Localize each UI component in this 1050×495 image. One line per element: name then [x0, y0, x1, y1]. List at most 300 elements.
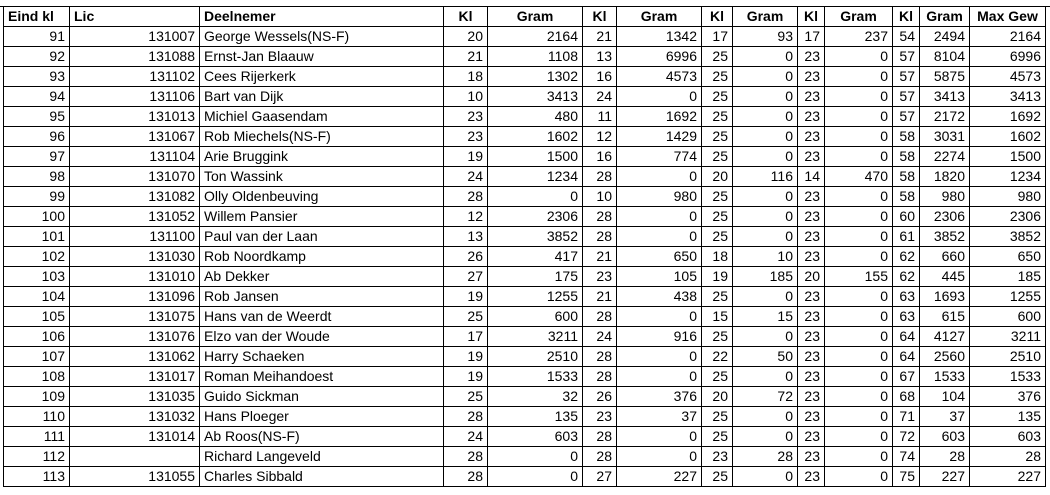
- cell-kl-2: 28: [583, 367, 617, 387]
- cell-max-gew: 3413: [970, 87, 1046, 107]
- table-row: [4, 47, 1046, 67]
- cell-gram-2: 227: [617, 467, 702, 487]
- cell-kl-2: 26: [583, 387, 617, 407]
- cell-gram-3: 0: [733, 47, 798, 67]
- cell-max-gew: 4573: [970, 67, 1046, 87]
- cell-gram-total: 660: [920, 247, 970, 267]
- cell-kl-3: 25: [702, 467, 733, 487]
- cell-gram-total: 2306: [920, 207, 970, 227]
- cell-gram-total: 980: [920, 187, 970, 207]
- cell-deelnemer: Hans Ploeger: [200, 407, 444, 427]
- cell-kl-4: 17: [798, 27, 825, 47]
- cell-kl-total: 57: [893, 107, 920, 127]
- cell-lic: 131102: [70, 67, 200, 87]
- cell-kl-2: 28: [583, 167, 617, 187]
- cell-lic: 131013: [70, 107, 200, 127]
- cell-deelnemer: Ab Dekker: [200, 267, 444, 287]
- cell-max-gew: 1500: [970, 147, 1046, 167]
- cell-gram-1: 603: [488, 427, 583, 447]
- cell-kl-1: 19: [444, 347, 488, 367]
- cell-kl-2: 16: [583, 147, 617, 167]
- cell-gram-1: 2164: [488, 27, 583, 47]
- cell-gram-4: 0: [825, 467, 893, 487]
- table-row: [4, 187, 1046, 207]
- cell-gram-4: 0: [825, 107, 893, 127]
- cell-kl-2: 28: [583, 347, 617, 367]
- cell-kl-1: 20: [444, 27, 488, 47]
- cell-gram-3: 116: [733, 167, 798, 187]
- cell-kl-total: 71: [893, 407, 920, 427]
- cell-gram-4: 0: [825, 407, 893, 427]
- cell-kl-2: 11: [583, 107, 617, 127]
- cell-gram-1: 3413: [488, 87, 583, 107]
- cell-kl-total: 61: [893, 227, 920, 247]
- cell-gram-total: 8104: [920, 47, 970, 67]
- cell-kl-3: 25: [702, 67, 733, 87]
- cell-kl-4: 23: [798, 307, 825, 327]
- header-gram-3: Gram: [733, 7, 798, 27]
- cell-deelnemer: Ton Wassink: [200, 167, 444, 187]
- cell-eind-kl: 103: [4, 267, 70, 287]
- cell-gram-total: 1533: [920, 367, 970, 387]
- cell-kl-4: 23: [798, 407, 825, 427]
- cell-deelnemer: Olly Oldenbeuving: [200, 187, 444, 207]
- header-max-gew: Max Gew: [970, 7, 1046, 27]
- cell-gram-2: 916: [617, 327, 702, 347]
- cell-max-gew: 135: [970, 407, 1046, 427]
- table-row: [4, 27, 1046, 47]
- cell-gram-3: 10: [733, 247, 798, 267]
- cell-kl-2: 28: [583, 427, 617, 447]
- header-deelnemer: Deelnemer: [200, 7, 444, 27]
- cell-kl-total: 62: [893, 267, 920, 287]
- table-row: [4, 147, 1046, 167]
- cell-kl-4: 23: [798, 447, 825, 467]
- cell-kl-3: 25: [702, 427, 733, 447]
- cell-kl-3: 17: [702, 27, 733, 47]
- cell-kl-4: 23: [798, 107, 825, 127]
- cell-gram-2: 980: [617, 187, 702, 207]
- cell-gram-3: 0: [733, 467, 798, 487]
- cell-eind-kl: 110: [4, 407, 70, 427]
- header-kl-3: Kl: [702, 7, 733, 27]
- cell-kl-2: 23: [583, 407, 617, 427]
- cell-lic: 131104: [70, 147, 200, 167]
- cell-lic: 131100: [70, 227, 200, 247]
- cell-lic: 131052: [70, 207, 200, 227]
- cell-deelnemer: Ab Roos(NS-F): [200, 427, 444, 447]
- cell-gram-2: 376: [617, 387, 702, 407]
- cell-deelnemer: Arie Bruggink: [200, 147, 444, 167]
- cell-lic: 131106: [70, 87, 200, 107]
- cell-deelnemer: Cees Rijerkerk: [200, 67, 444, 87]
- cell-gram-4: 237: [825, 27, 893, 47]
- cell-gram-3: 0: [733, 147, 798, 167]
- cell-gram-4: 0: [825, 287, 893, 307]
- cell-kl-total: 57: [893, 67, 920, 87]
- cell-kl-1: 28: [444, 447, 488, 467]
- cell-deelnemer: Paul van der Laan: [200, 227, 444, 247]
- cell-gram-3: 0: [733, 287, 798, 307]
- cell-kl-1: 27: [444, 267, 488, 287]
- cell-eind-kl: 91: [4, 27, 70, 47]
- cell-deelnemer: Willem Pansier: [200, 207, 444, 227]
- cell-gram-total: 1820: [920, 167, 970, 187]
- cell-kl-4: 23: [798, 147, 825, 167]
- cell-deelnemer: George Wessels(NS-F): [200, 27, 444, 47]
- cell-gram-total: 2274: [920, 147, 970, 167]
- cell-lic: 131007: [70, 27, 200, 47]
- cell-kl-1: 18: [444, 67, 488, 87]
- cell-gram-1: 32: [488, 387, 583, 407]
- cell-lic: 131062: [70, 347, 200, 367]
- table-row: [4, 127, 1046, 147]
- cell-kl-1: 25: [444, 307, 488, 327]
- cell-gram-2: 37: [617, 407, 702, 427]
- table-row: [4, 227, 1046, 247]
- cell-kl-1: 21: [444, 47, 488, 67]
- table-row: [4, 447, 1046, 467]
- cell-gram-total: 445: [920, 267, 970, 287]
- cell-gram-3: 0: [733, 107, 798, 127]
- cell-gram-3: 72: [733, 387, 798, 407]
- cell-kl-total: 68: [893, 387, 920, 407]
- cell-gram-1: 0: [488, 187, 583, 207]
- cell-gram-total: 615: [920, 307, 970, 327]
- cell-kl-1: 19: [444, 367, 488, 387]
- header-gram-4: Gram: [825, 7, 893, 27]
- cell-lic: 131010: [70, 267, 200, 287]
- cell-gram-2: 0: [617, 427, 702, 447]
- header-gram-1: Gram: [488, 7, 583, 27]
- cell-kl-2: 28: [583, 207, 617, 227]
- cell-gram-1: 0: [488, 467, 583, 487]
- cell-kl-1: 19: [444, 147, 488, 167]
- cell-kl-4: 23: [798, 67, 825, 87]
- cell-kl-total: 58: [893, 187, 920, 207]
- cell-kl-4: 23: [798, 327, 825, 347]
- cell-gram-4: 0: [825, 327, 893, 347]
- cell-kl-1: 10: [444, 87, 488, 107]
- cell-gram-2: 0: [617, 347, 702, 367]
- cell-kl-2: 28: [583, 307, 617, 327]
- table-row: [4, 67, 1046, 87]
- cell-eind-kl: 106: [4, 327, 70, 347]
- cell-kl-4: 23: [798, 87, 825, 107]
- cell-max-gew: 3852: [970, 227, 1046, 247]
- cell-gram-1: 1533: [488, 367, 583, 387]
- cell-kl-1: 24: [444, 427, 488, 447]
- cell-gram-2: 0: [617, 367, 702, 387]
- cell-lic: 131055: [70, 467, 200, 487]
- cell-eind-kl: 99: [4, 187, 70, 207]
- cell-gram-2: 0: [617, 307, 702, 327]
- cell-kl-2: 12: [583, 127, 617, 147]
- cell-kl-2: 28: [583, 227, 617, 247]
- cell-gram-3: 0: [733, 327, 798, 347]
- cell-kl-4: 23: [798, 47, 825, 67]
- cell-kl-total: 64: [893, 347, 920, 367]
- cell-lic: 131030: [70, 247, 200, 267]
- cell-gram-1: 0: [488, 447, 583, 467]
- cell-kl-total: 58: [893, 167, 920, 187]
- cell-kl-3: 25: [702, 47, 733, 67]
- cell-kl-4: 23: [798, 207, 825, 227]
- cell-kl-total: 62: [893, 247, 920, 267]
- cell-kl-2: 21: [583, 247, 617, 267]
- cell-kl-4: 23: [798, 467, 825, 487]
- cell-kl-3: 25: [702, 207, 733, 227]
- cell-gram-4: 0: [825, 147, 893, 167]
- cell-deelnemer: Rob Noordkamp: [200, 247, 444, 267]
- cell-gram-1: 480: [488, 107, 583, 127]
- cell-kl-total: 60: [893, 207, 920, 227]
- cell-eind-kl: 97: [4, 147, 70, 167]
- cell-kl-4: 23: [798, 247, 825, 267]
- cell-gram-4: 0: [825, 227, 893, 247]
- cell-gram-3: 28: [733, 447, 798, 467]
- cell-gram-3: 0: [733, 87, 798, 107]
- cell-gram-total: 37: [920, 407, 970, 427]
- cell-kl-2: 23: [583, 267, 617, 287]
- cell-eind-kl: 113: [4, 467, 70, 487]
- cell-kl-4: 23: [798, 187, 825, 207]
- cell-gram-4: 0: [825, 387, 893, 407]
- header-lic: Lic: [70, 7, 200, 27]
- cell-lic: 131035: [70, 387, 200, 407]
- cell-kl-total: 64: [893, 327, 920, 347]
- cell-kl-1: 26: [444, 247, 488, 267]
- cell-kl-1: 28: [444, 187, 488, 207]
- cell-kl-3: 25: [702, 147, 733, 167]
- cell-gram-total: 28: [920, 447, 970, 467]
- cell-kl-3: 19: [702, 267, 733, 287]
- cell-eind-kl: 95: [4, 107, 70, 127]
- header-kl-1: Kl: [444, 7, 488, 27]
- cell-kl-3: 25: [702, 107, 733, 127]
- cell-gram-2: 0: [617, 447, 702, 467]
- cell-deelnemer: Elzo van der Woude: [200, 327, 444, 347]
- cell-gram-3: 50: [733, 347, 798, 367]
- cell-max-gew: 1234: [970, 167, 1046, 187]
- cell-kl-1: 12: [444, 207, 488, 227]
- cell-gram-2: 0: [617, 207, 702, 227]
- table-row: [4, 387, 1046, 407]
- cell-gram-total: 3031: [920, 127, 970, 147]
- header-kl-2: Kl: [583, 7, 617, 27]
- cell-gram-3: 0: [733, 67, 798, 87]
- cell-kl-4: 23: [798, 367, 825, 387]
- cell-max-gew: 227: [970, 467, 1046, 487]
- cell-gram-total: 2560: [920, 347, 970, 367]
- cell-kl-total: 54: [893, 27, 920, 47]
- cell-gram-4: 0: [825, 347, 893, 367]
- cell-deelnemer: Michiel Gaasendam: [200, 107, 444, 127]
- cell-gram-2: 1429: [617, 127, 702, 147]
- cell-gram-3: 0: [733, 187, 798, 207]
- cell-eind-kl: 111: [4, 427, 70, 447]
- cell-kl-1: 28: [444, 467, 488, 487]
- table-row: [4, 87, 1046, 107]
- cell-max-gew: 6996: [970, 47, 1046, 67]
- cell-kl-total: 57: [893, 47, 920, 67]
- results-table: [3, 6, 1046, 487]
- cell-max-gew: 2306: [970, 207, 1046, 227]
- cell-gram-4: 0: [825, 367, 893, 387]
- cell-lic: 131014: [70, 427, 200, 447]
- cell-lic: 131075: [70, 307, 200, 327]
- cell-max-gew: 1692: [970, 107, 1046, 127]
- cell-gram-4: 0: [825, 207, 893, 227]
- cell-kl-2: 28: [583, 447, 617, 467]
- cell-eind-kl: 100: [4, 207, 70, 227]
- cell-kl-3: 25: [702, 227, 733, 247]
- cell-eind-kl: 107: [4, 347, 70, 367]
- cell-max-gew: 980: [970, 187, 1046, 207]
- cell-max-gew: 650: [970, 247, 1046, 267]
- cell-lic: 131032: [70, 407, 200, 427]
- header-row: [4, 7, 1046, 27]
- cell-deelnemer: Bart van Dijk: [200, 87, 444, 107]
- cell-max-gew: 1533: [970, 367, 1046, 387]
- table-row: [4, 107, 1046, 127]
- table-row: [4, 367, 1046, 387]
- cell-eind-kl: 109: [4, 387, 70, 407]
- cell-kl-2: 24: [583, 327, 617, 347]
- cell-deelnemer: Rob Jansen: [200, 287, 444, 307]
- cell-kl-total: 74: [893, 447, 920, 467]
- cell-gram-1: 2306: [488, 207, 583, 227]
- cell-kl-3: 20: [702, 387, 733, 407]
- cell-deelnemer: Guido Sickman: [200, 387, 444, 407]
- cell-kl-3: 25: [702, 327, 733, 347]
- table-row: [4, 287, 1046, 307]
- cell-gram-2: 0: [617, 87, 702, 107]
- table-row: [4, 247, 1046, 267]
- cell-lic: 131067: [70, 127, 200, 147]
- cell-gram-total: 5875: [920, 67, 970, 87]
- cell-kl-3: 15: [702, 307, 733, 327]
- cell-gram-4: 0: [825, 67, 893, 87]
- cell-max-gew: 2510: [970, 347, 1046, 367]
- cell-gram-total: 104: [920, 387, 970, 407]
- cell-kl-total: 67: [893, 367, 920, 387]
- cell-kl-1: 13: [444, 227, 488, 247]
- cell-deelnemer: Rob Miechels(NS-F): [200, 127, 444, 147]
- cell-gram-1: 2510: [488, 347, 583, 367]
- cell-gram-1: 417: [488, 247, 583, 267]
- cell-kl-2: 10: [583, 187, 617, 207]
- cell-deelnemer: Hans van de Weerdt: [200, 307, 444, 327]
- cell-lic: [70, 447, 200, 467]
- cell-gram-3: 0: [733, 227, 798, 247]
- cell-gram-1: 135: [488, 407, 583, 427]
- table-row: [4, 407, 1046, 427]
- cell-gram-2: 650: [617, 247, 702, 267]
- cell-eind-kl: 105: [4, 307, 70, 327]
- cell-eind-kl: 93: [4, 67, 70, 87]
- cell-gram-2: 0: [617, 167, 702, 187]
- cell-lic: 131082: [70, 187, 200, 207]
- cell-eind-kl: 92: [4, 47, 70, 67]
- cell-kl-total: 58: [893, 147, 920, 167]
- cell-kl-1: 28: [444, 407, 488, 427]
- cell-max-gew: 376: [970, 387, 1046, 407]
- cell-gram-4: 0: [825, 447, 893, 467]
- cell-deelnemer: Harry Schaeken: [200, 347, 444, 367]
- cell-deelnemer: Charles Sibbald: [200, 467, 444, 487]
- cell-gram-1: 175: [488, 267, 583, 287]
- cell-kl-3: 25: [702, 407, 733, 427]
- cell-kl-1: 19: [444, 287, 488, 307]
- cell-kl-4: 23: [798, 227, 825, 247]
- cell-gram-2: 438: [617, 287, 702, 307]
- cell-kl-4: 23: [798, 387, 825, 407]
- cell-kl-2: 27: [583, 467, 617, 487]
- cell-deelnemer: Ernst-Jan Blaauw: [200, 47, 444, 67]
- cell-gram-total: 603: [920, 427, 970, 447]
- cell-gram-4: 0: [825, 127, 893, 147]
- cell-kl-total: 63: [893, 307, 920, 327]
- cell-gram-3: 0: [733, 407, 798, 427]
- cell-gram-3: 0: [733, 367, 798, 387]
- cell-gram-total: 2494: [920, 27, 970, 47]
- cell-gram-3: 0: [733, 427, 798, 447]
- cell-gram-3: 93: [733, 27, 798, 47]
- cell-kl-3: 18: [702, 247, 733, 267]
- cell-gram-2: 774: [617, 147, 702, 167]
- cell-kl-1: 24: [444, 167, 488, 187]
- cell-eind-kl: 98: [4, 167, 70, 187]
- cell-deelnemer: Roman Meihandoest: [200, 367, 444, 387]
- cell-gram-4: 0: [825, 47, 893, 67]
- cell-gram-4: 0: [825, 87, 893, 107]
- cell-lic: 131017: [70, 367, 200, 387]
- cell-kl-4: 23: [798, 347, 825, 367]
- cell-gram-1: 1108: [488, 47, 583, 67]
- cell-kl-3: 23: [702, 447, 733, 467]
- cell-gram-total: 1693: [920, 287, 970, 307]
- cell-max-gew: 28: [970, 447, 1046, 467]
- table-row: [4, 267, 1046, 287]
- cell-kl-total: 72: [893, 427, 920, 447]
- cell-kl-2: 24: [583, 87, 617, 107]
- cell-gram-1: 1234: [488, 167, 583, 187]
- cell-gram-2: 1692: [617, 107, 702, 127]
- cell-gram-1: 1255: [488, 287, 583, 307]
- cell-gram-4: 0: [825, 247, 893, 267]
- cell-kl-3: 25: [702, 87, 733, 107]
- cell-gram-4: 470: [825, 167, 893, 187]
- table-row: [4, 167, 1046, 187]
- cell-gram-1: 1500: [488, 147, 583, 167]
- cell-eind-kl: 102: [4, 247, 70, 267]
- cell-gram-1: 1302: [488, 67, 583, 87]
- cell-gram-3: 0: [733, 207, 798, 227]
- cell-lic: 131070: [70, 167, 200, 187]
- cell-gram-2: 105: [617, 267, 702, 287]
- cell-lic: 131088: [70, 47, 200, 67]
- cell-gram-2: 1342: [617, 27, 702, 47]
- cell-kl-4: 23: [798, 127, 825, 147]
- cell-gram-3: 0: [733, 127, 798, 147]
- table-body: [4, 27, 1046, 487]
- cell-gram-1: 3211: [488, 327, 583, 347]
- cell-kl-4: 20: [798, 267, 825, 287]
- cell-gram-2: 4573: [617, 67, 702, 87]
- cell-kl-2: 21: [583, 27, 617, 47]
- cell-kl-2: 13: [583, 47, 617, 67]
